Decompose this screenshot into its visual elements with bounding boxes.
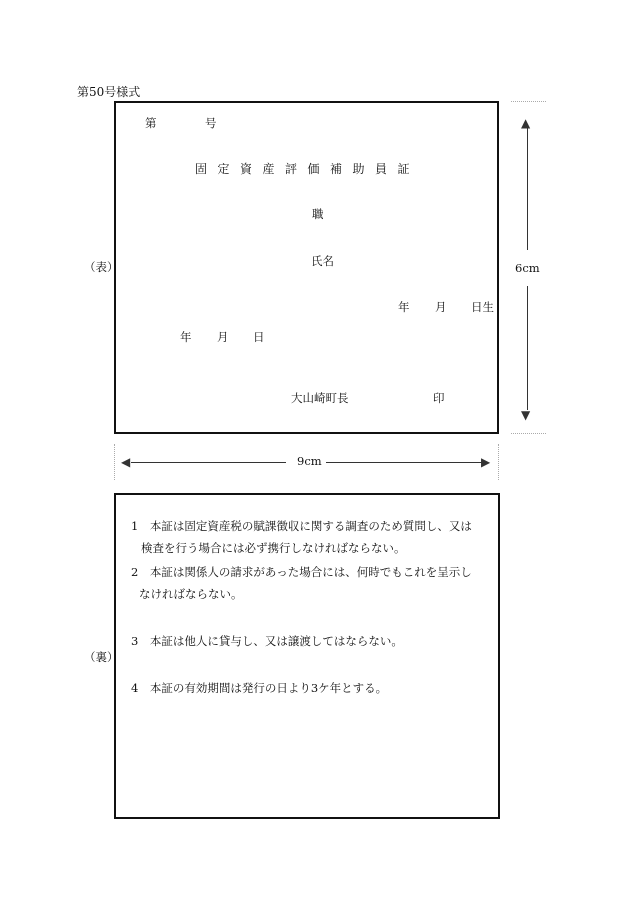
seal-label: 印 — [433, 391, 445, 405]
back-side-label: （裏） — [84, 650, 119, 664]
issue-day-label: 日 — [253, 330, 265, 344]
birth-day-label: 日生 — [471, 300, 494, 314]
number-prefix: 第 — [145, 116, 157, 130]
birth-month-label: 月 — [435, 300, 447, 314]
issue-year-label: 年 — [180, 330, 192, 344]
notice-item-1-line2: 検査を行う場合には必ず携行しなければならない。 — [141, 541, 406, 555]
form-number: 第50号様式 — [77, 85, 141, 99]
width-line-right — [326, 462, 482, 463]
notice-item-2 — [131, 561, 472, 605]
notice-item-3-line1: 3 本証は他人に貸与し、又は譲渡してはならない。 — [131, 634, 403, 648]
notice-item-2-line1: 2 本証は関係人の請求があった場合には、何時でもこれを呈示し — [131, 565, 472, 579]
certificate-title: 固定資産評価補助員証 — [195, 162, 421, 176]
issuer-name: 大山崎町長 — [291, 391, 349, 405]
height-label: 6cm — [515, 261, 540, 275]
width-label: 9cm — [297, 454, 322, 468]
arrow-left-icon: ◀ — [121, 455, 131, 469]
birth-year-label: 年 — [398, 300, 410, 314]
width-guide-left — [114, 444, 115, 480]
front-side-label: （表） — [84, 260, 119, 274]
height-guide-top — [511, 101, 546, 102]
position-label: 職 — [312, 207, 324, 221]
notice-item-4 — [131, 677, 387, 699]
arrow-right-icon: ▶ — [481, 455, 491, 469]
arrow-down-icon: ▼ — [521, 408, 531, 422]
height-line-upper — [527, 128, 528, 250]
arrow-up-icon: ▲ — [521, 116, 531, 130]
certificate-back — [114, 493, 500, 819]
number-suffix: 号 — [205, 116, 217, 130]
notice-item-1 — [131, 515, 472, 559]
notice-item-2-line2: なければならない。 — [139, 587, 243, 601]
notice-item-3 — [131, 630, 403, 652]
certificate-front — [114, 101, 499, 434]
width-guide-right — [498, 444, 499, 480]
width-line-left — [131, 462, 286, 463]
name-label: 氏名 — [311, 254, 334, 268]
notice-item-1-line1: 1 本証は固定資産税の賦課徴収に関する調査のため質問し、又は — [131, 519, 472, 533]
height-line-lower — [527, 286, 528, 410]
height-guide-bottom — [511, 433, 546, 434]
notice-item-4-line1: 4 本証の有効期間は発行の日より3ケ年とする。 — [131, 681, 388, 695]
issue-month-label: 月 — [217, 330, 229, 344]
